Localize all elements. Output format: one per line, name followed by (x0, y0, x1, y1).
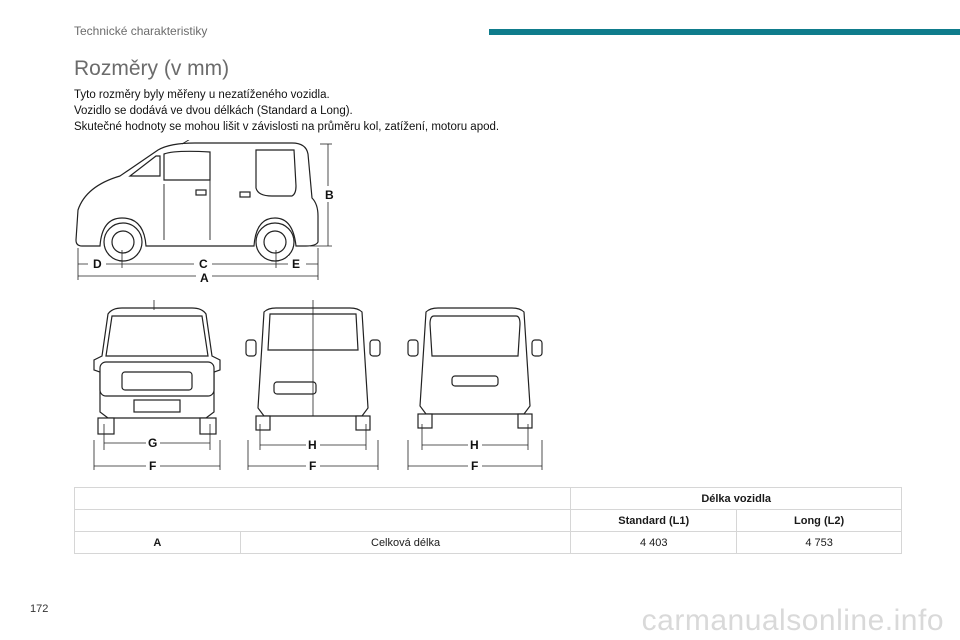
table-column-header-row (75, 510, 902, 532)
label-f: F (471, 459, 479, 473)
label-e: E (292, 257, 301, 271)
label-a: A (200, 271, 209, 285)
dimensions-table (74, 487, 902, 554)
table-group-header-row (75, 488, 902, 510)
intro-text (74, 87, 499, 135)
side-view-diagram (60, 140, 350, 290)
label-h: H (308, 438, 317, 452)
row-letter: A (75, 532, 241, 554)
side-window-rear (256, 150, 296, 196)
intro-line: Skutečné hodnoty se mohou lišit v závislosti na průměru kol, zatížení, motoru apod. (74, 121, 500, 133)
label-f: F (309, 459, 317, 473)
table-row (75, 532, 902, 554)
row-value-long: 4 753 (737, 532, 902, 554)
table-group-header: Délka vozidla (571, 488, 902, 510)
column-header-standard: Standard (L1) (571, 510, 737, 532)
table-empty-cell (75, 510, 571, 532)
label-h: H (470, 438, 479, 452)
column-header-long: Long (L2) (737, 510, 902, 532)
rear-view-diagram-doors (240, 300, 385, 475)
label-d: D (93, 257, 102, 271)
intro-line: Tyto rozměry byly měřeny u nezatíženého vozidla. (74, 89, 330, 101)
side-window-mid (164, 151, 210, 180)
row-label: Celková délka (240, 532, 571, 554)
page-number: 172 (30, 603, 49, 615)
front-view-diagram (82, 300, 232, 475)
table-empty-cell (75, 488, 571, 510)
rear-view-diagram-tailgate (400, 300, 550, 475)
intro-line: Vozidlo se dodává ve dvou délkách (Standard a Long). (74, 105, 353, 117)
page-title: Rozměry (v mm) (74, 57, 230, 80)
label-c: C (199, 257, 208, 271)
header-accent-bar (489, 29, 960, 35)
row-value-standard: 4 403 (571, 532, 737, 554)
label-f: F (149, 459, 157, 473)
header-section-title: Technické charakteristiky (74, 24, 208, 38)
watermark: carmanualsonline.info (641, 604, 944, 637)
label-g: G (148, 436, 158, 450)
label-b: B (325, 188, 334, 202)
